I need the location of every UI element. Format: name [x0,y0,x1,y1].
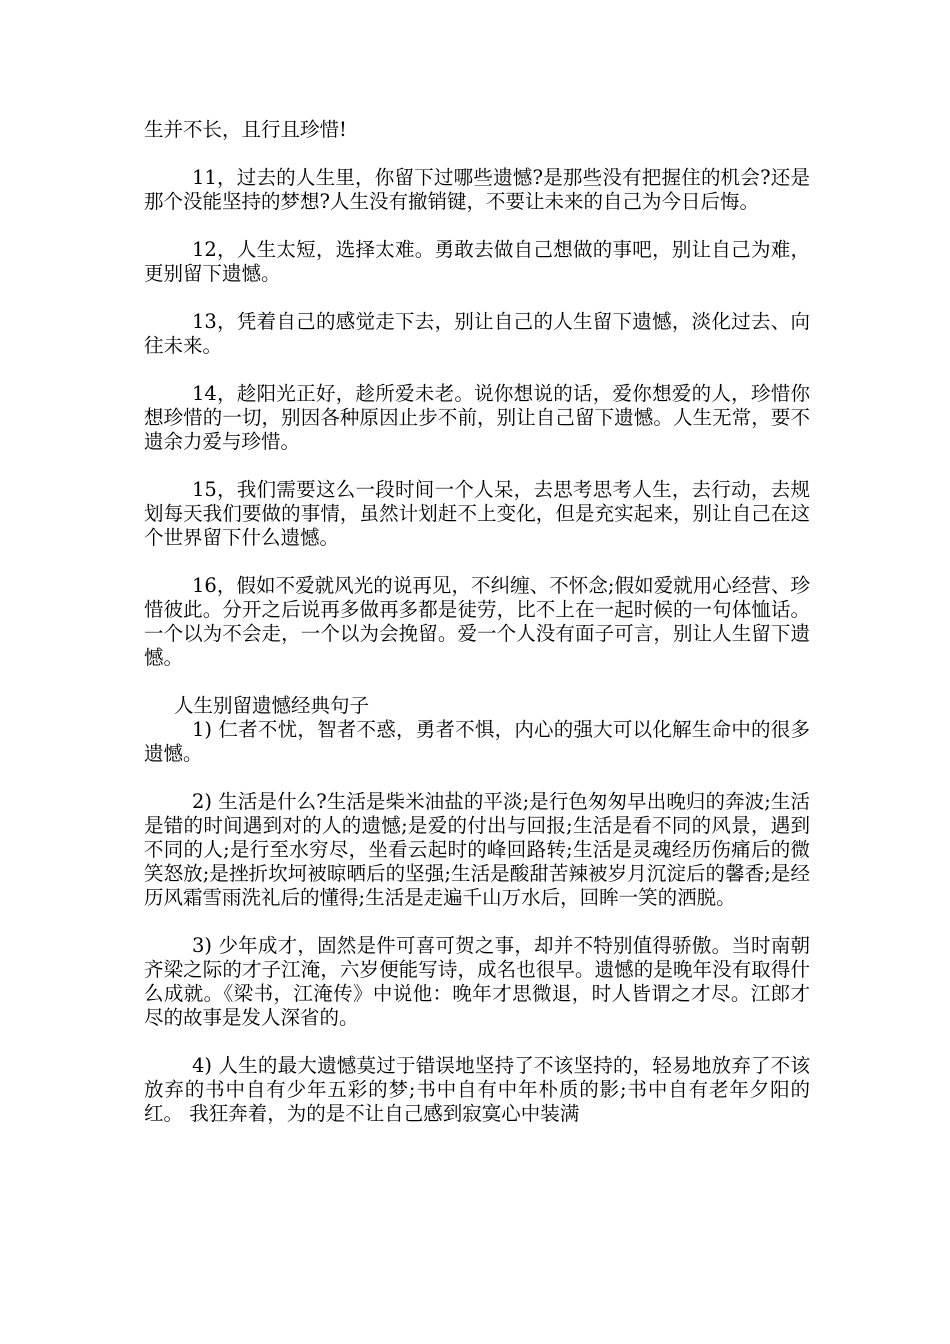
classic-item-1: 1) 仁者不忧，智者不惑，勇者不惧，内心的强大可以化解生命中的很多遗憾。 [144,718,810,765]
paragraph-item-15: 15，我们需要这么一段时间一个人呆，去思考思考人生，去行动，去规划每天我们要做的事情，虽然计划赶不上变化，但是充实起来，别让自己在这个世界留下什么遗憾。 [144,478,810,549]
paragraph-item-13: 13，凭着自己的感觉走下去，别让自己的人生留下遗憾，淡化过去、向往未来。 [144,310,810,357]
paragraph-item-11: 11，过去的人生里，你留下过哪些遗憾?是那些没有把握住的机会?还是那个没能坚持的梦想?人生没有撤销键，不要让未来的自己为今日后悔。 [144,166,810,213]
paragraph-continuation: 生并不长，且行且珍惜! [144,118,347,141]
document-body [144,118,810,1150]
paragraph-item-14: 14，趁阳光正好，趁所爱未老。说你想说的话，爱你想爱的人，珍惜你想珍惜的一切，别因各种原因止步不前，别让自己留下遗憾。人生无常，要不遗余力爱与珍惜。 [144,382,810,453]
classic-item-2: 2) 生活是什么?生活是柴米油盐的平淡;是行色匆匆早出晚归的奔波;生活是错的时间遇到对的人的遗憾;是爱的付出与回报;生活是看不同的风景，遇到不同的人;是行至水穷尽，坐看云起时的峰回路转;生活是灵魂经历伤痛后的微笑怒放;是挫折坎坷被晾晒后的坚强;生活是酸甜苦辣被岁月沉淀后的馨香;是经历风霜雪雨洗礼后的懂得;生活是走遍千山万水后，回眸一笑的洒脱。 [144,790,810,909]
section-heading: 人生别留遗憾经典句子 [174,694,370,717]
classic-item-4: 4) 人生的最大遗憾莫过于错误地坚持了不该坚持的，轻易地放弃了不该放弃的书中自有少年五彩的梦;书中自有中年朴质的影;书中自有老年夕阳的红。 我狂奔着，为的是不让自己感到寂寞心中装满 [144,1054,810,1125]
classic-item-3: 3) 少年成才，固然是件可喜可贺之事，却并不特别值得骄傲。当时南朝齐梁之际的才子江淹，六岁便能写诗，成名也很早。遗憾的是晚年没有取得什么成就。《梁书，江淹传》中说他：晚年才思微退，时人皆谓之才尽。江郎才尽的故事是发人深省的。 [144,934,810,1029]
paragraph-item-12: 12，人生太短，选择太难。勇敢去做自己想做的事吧，别让自己为难，更别留下遗憾。 [144,238,810,285]
paragraph-item-16: 16，假如不爱就风光的说再见，不纠缠、不怀念;假如爱就用心经营、珍惜彼此。分开之后说再多做再多都是徒劳，比不上在一起时候的一句体恤话。一个以为不会走，一个以为会挽留。爱一个人没有面子可言，别让人生留下遗憾。 [144,574,810,669]
